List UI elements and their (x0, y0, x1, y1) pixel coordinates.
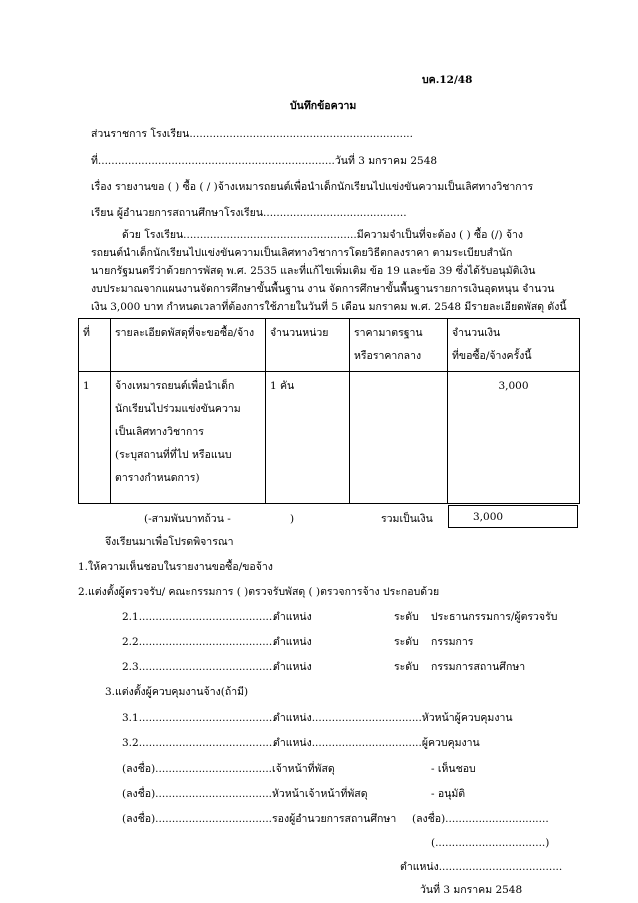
item-2: 2.แต่งตั้งผู้ตรวจรับ/ คณะกรรมการ ( )ตรวจรับพัสดุ ( )ตรวจการจ้าง ประกอบด้วย (78, 586, 440, 598)
total-amount: 3,000 (473, 511, 504, 523)
row-std-price (350, 372, 448, 504)
supervisor-name: 3.1......................................... (122, 712, 276, 724)
body-line: รถยนต์นำเด็กนักเรียนไปแข่งขันความเป็นเลิศทางวิชาการโดยวิธีตกลงราคา ตามระเบียบสำนัก (91, 247, 513, 259)
approver-name-paren: (.................................) (431, 837, 550, 849)
row-amount: 3,000 (448, 372, 580, 504)
row-qty: 1 คัน (266, 372, 350, 504)
parcel-table (78, 318, 580, 504)
reference-date-line: ที่.......................................................................วันที่ 3 มกราคม 2548 (91, 155, 438, 167)
total-label: รวมเป็นเงิน (381, 513, 433, 525)
committee-level: ระดับ (394, 661, 419, 673)
committee-position: ตำแหน่ง (273, 636, 312, 648)
supervisor-name: 3.2......................................... (122, 737, 276, 749)
committee-name: 2.3......................................... (122, 661, 276, 673)
amount-in-words: (-สามพันบาทถ้วน - (144, 513, 231, 525)
document-title: บันทึกข้อความ (290, 100, 357, 112)
col-header-detail: รายละเอียดพัสดุที่จะขอซื้อ/จ้าง (111, 319, 266, 372)
approval-date: วันที่ 3 มกราคม 2548 (420, 884, 523, 896)
approval-note: - อนุมัติ (431, 788, 466, 800)
document-code: บค.12/48 (422, 74, 473, 86)
recipient-line: เรียน ผู้อำนวยการสถานศึกษาโรงเรียน........................................... (91, 207, 407, 219)
committee-role: ประธานกรรมการ/ผู้ตรวจรับ (431, 611, 558, 623)
agency-line: ส่วนราชการ โรงเรียน................................................................... (91, 128, 413, 140)
approval-note: - เห็นชอบ (431, 763, 476, 775)
body-line: นายกรัฐมนตรีว่าด้วยการพัสดุ พ.ศ. 2535 และที่แก้ไขเพิ่มเติม ข้อ 19 และข้อ 39 ซึ่งได้รับอนุมัติเงิน (91, 265, 536, 277)
table-row (79, 372, 580, 504)
item-1: 1.ให้ความเห็นชอบในรายงานขอซื้อ/ขอจ้าง (78, 561, 273, 573)
item-3: 3.แต่งตั้งผู้ควบคุมงานจ้าง(ถ้ามี) (105, 686, 249, 698)
col-header-amount: จำนวนเงิน ที่ขอซื้อ/จ้างครั้งนี้ (448, 319, 580, 372)
committee-level: ระดับ (394, 611, 419, 623)
supervisor-position: ตำแหน่ง.................................หัวหน้าผู้ควบคุมงาน (273, 712, 513, 724)
supervisor-position: ตำแหน่ง.................................ผู้ควบคุมงาน (273, 737, 480, 749)
request-line: จึงเรียนมาเพื่อโปรดพิจารณา (105, 536, 234, 548)
row-no: 1 (79, 372, 111, 504)
committee-name: 2.2......................................... (122, 636, 276, 648)
committee-role: กรรมการ (431, 636, 474, 648)
row-detail: จ้างเหมารถยนต์เพื่อนำเด็ก นักเรียนไปร่วมแข่งขันความ เป็นเลิศทางวิชาการ (ระบุสถานที่ที่ไป หรือแนบ ตารางกำหนดการ) (111, 372, 266, 504)
signature-line: (ลงชื่อ)...................................เจ้าหน้าที่พัสดุ (122, 763, 335, 775)
total-amount-box (448, 505, 578, 528)
col-header-no: ที่ (79, 319, 111, 372)
signature-line: (ลงชื่อ)...................................หัวหน้าเจ้าหน้าที่พัสดุ (122, 788, 368, 800)
committee-position: ตำแหน่ง (273, 661, 312, 673)
committee-position: ตำแหน่ง (273, 611, 312, 623)
approver-signature: (ลงชื่อ)............................... (412, 813, 549, 825)
body-line: เงิน 3,000 บาท กำหนดเวลาที่ต้องการใช้ภายในวันที่ 5 เดือน มกราคม พ.ศ. 2548 มีรายละเอียดพัสดุ ดังนี้ (91, 301, 567, 313)
committee-level: ระดับ (394, 636, 419, 648)
committee-name: 2.1......................................... (122, 611, 276, 623)
amount-in-words-close: ) (290, 513, 295, 525)
col-header-std-price: ราคามาตรฐาน หรือราคากลาง (350, 319, 448, 372)
col-header-qty: จำนวนหน่วย (266, 319, 350, 372)
subject-line: เรื่อง รายงานขอ ( ) ซื้อ ( / )จ้างเหมารถยนต์เพื่อนำเด็กนักเรียนไปแข่งขันความเป็นเลิศทางวิชาการ (91, 181, 534, 193)
body-line: งบประมาณจากแผนงานจัดการศึกษาขั้นพื้นฐาน งาน จัดการศึกษาขั้นพื้นฐานรายการเงินอุดหนุน จำนวน (91, 283, 555, 295)
body-line: ด้วย โรงเรียน....................................................มีความจำเป็นที่จะต้อง ( ) ซื้อ (/) จ้าง (122, 229, 524, 241)
table-header-row (79, 319, 580, 372)
committee-role: กรรมการสถานศึกษา (431, 661, 526, 673)
approver-position: ตำแหน่ง..................................... (400, 861, 563, 873)
signature-line: (ลงชื่อ)...................................รองผู้อำนวยการสถานศึกษา (122, 813, 397, 825)
